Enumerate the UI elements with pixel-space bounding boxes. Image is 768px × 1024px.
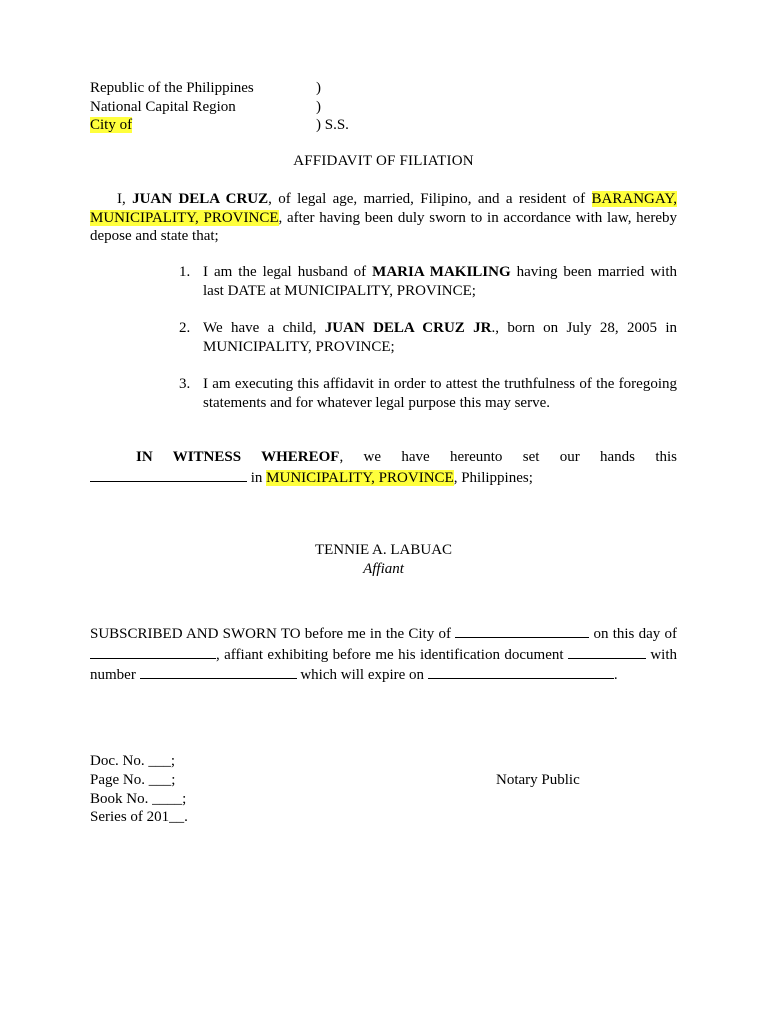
series-of: Series of 201__. [90, 809, 188, 826]
statement-item-2: 2. We have a child, JUAN DELA CRUZ JR., born on July 28, 2005 in MUNICIPALITY, PROVINCE; [179, 320, 677, 355]
document-title: AFFIDAVIT OF FILIATION [293, 153, 474, 169]
id-number-blank [140, 664, 297, 679]
city-highlight: City of [90, 117, 133, 133]
venue-line-republic: Republic of the Philippines ) [90, 80, 321, 96]
notarial-register [90, 752, 188, 827]
venue-line-region: National Capital Region ) [90, 98, 321, 115]
id-document-blank [568, 644, 646, 659]
date-blank [90, 467, 247, 482]
book-no: Book No. ____; [90, 790, 187, 807]
intro-paragraph: I, JUAN DELA CRUZ, of legal age, married, Filipino, and a resident of BARANGAY, MUNICIPALITY, PROVINCE, after having been duly sworn to in accordance with law, hereby depose and state that; [90, 191, 677, 244]
statement-item-1: 1. I am the legal husband of MARIA MAKILING having been married with last DATE at MUNICIPALITY, PROVINCE; [179, 264, 677, 299]
jurat-paragraph: SUBSCRIBED AND SWORN TO before me in the City of on this day of , affiant exhibiting before me his identification document with number which will expire on . [90, 623, 677, 685]
page-no: Page No. ___; [90, 771, 176, 788]
day-blank [90, 644, 216, 659]
affiant-role: Affiant [363, 561, 404, 577]
affiant-signature-name: TENNIE A. LABUAC [314, 542, 453, 558]
notary-public-label: Notary Public [496, 772, 580, 788]
city-blank [455, 623, 589, 638]
place-highlight: MUNICIPALITY, PROVINCE [266, 469, 454, 486]
affiant-name-inline: JUAN DELA CRUZ [132, 191, 269, 207]
statement-item-3: 3. I am executing this affidavit in order to attest the truthfulness of the foregoing statements and for whatever legal purpose this may serve. [179, 376, 677, 411]
venue-line-city: City of ) S.S. [90, 117, 349, 133]
doc-no: Doc. No. ___; [90, 753, 175, 769]
venue-block [90, 79, 349, 135]
expiry-blank [428, 664, 614, 679]
address-highlight: BARANGAY, MUNICIPALITY, PROVINCE [90, 191, 677, 226]
witness-paragraph: IN WITNESS WHEREOF, we have hereunto set our hands this in MUNICIPALITY, PROVINCE, Philippines; [90, 448, 677, 487]
